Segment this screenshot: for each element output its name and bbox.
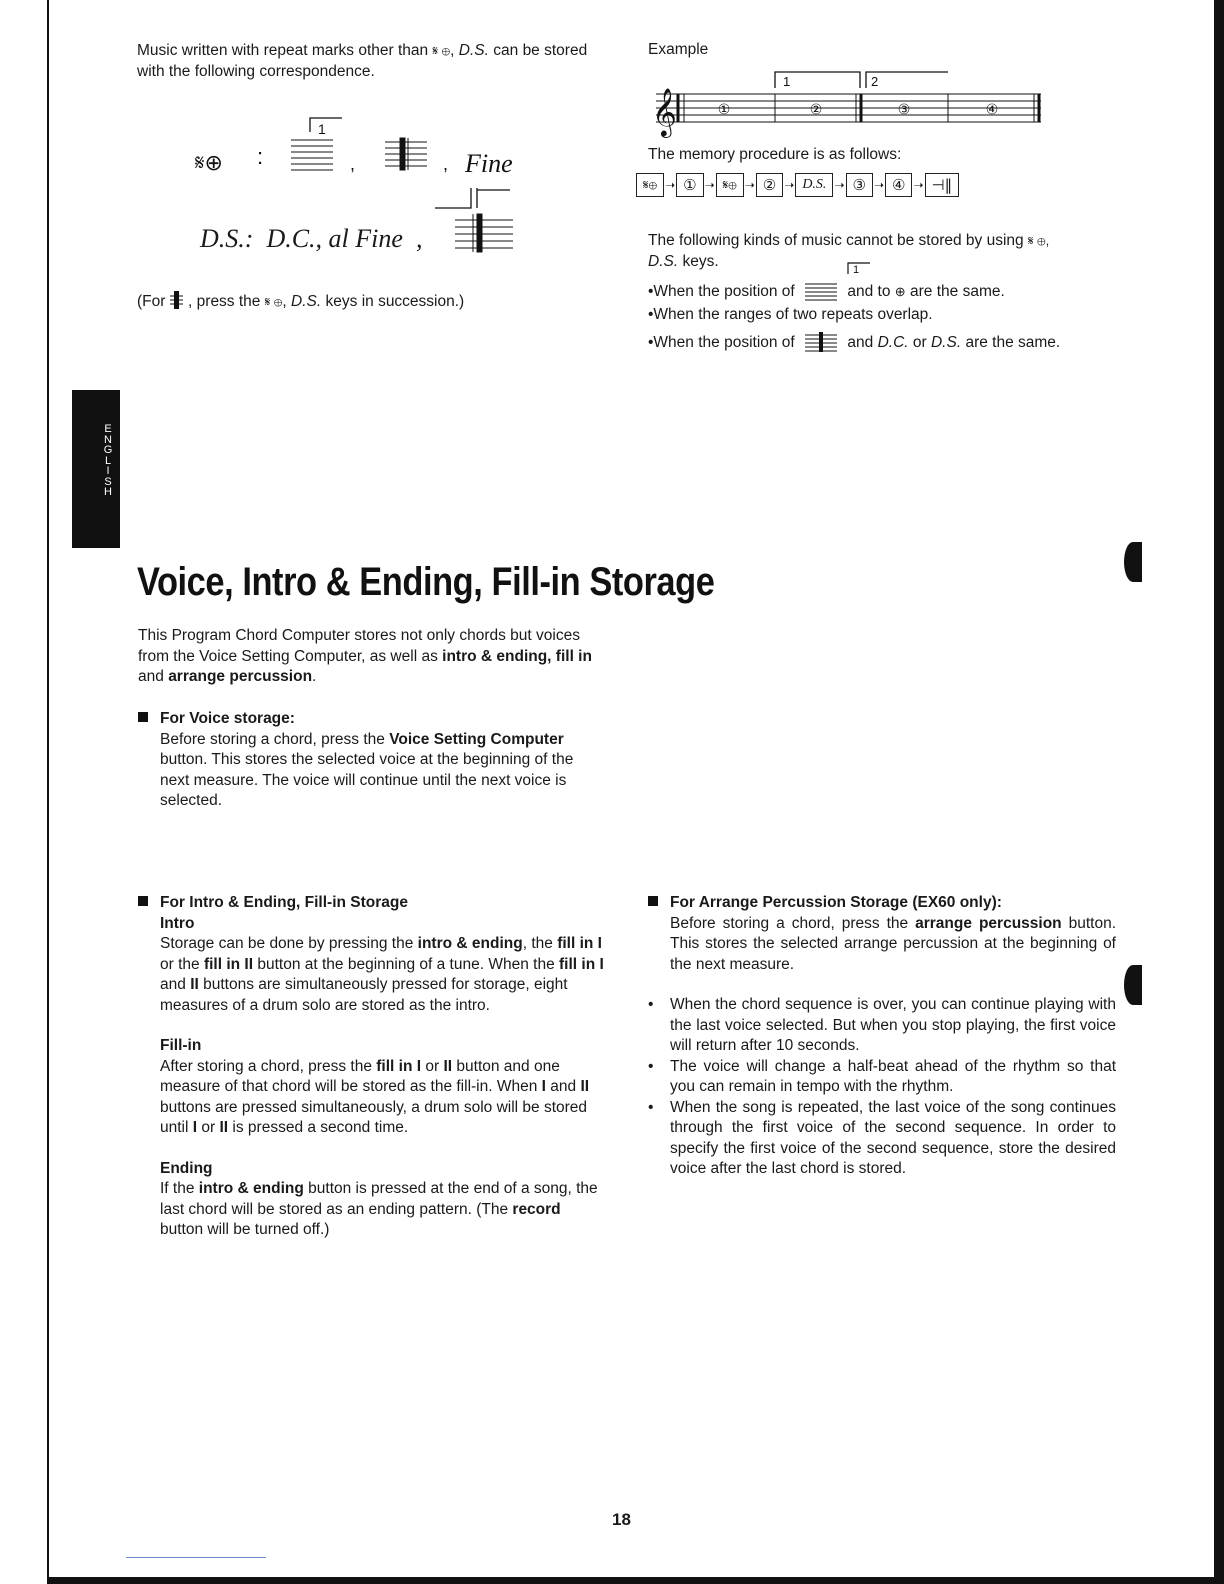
voice-storage-heading: For Voice storage: [160, 710, 295, 727]
volta-bracket [310, 118, 342, 132]
arrange-percussion-section [648, 893, 1116, 1180]
svg-text:,: , [350, 154, 356, 174]
svg-text:1: 1 [853, 264, 860, 274]
measure-1: ① [717, 102, 731, 118]
repeat-intro-text: Music written with repeat marks other than 𝄋 ⊕, D.S. can be stored with the following correspondence. [137, 42, 588, 80]
succession-note: (For , press the 𝄋 ⊕, D.S. keys in succession.) [137, 290, 464, 313]
repeat-staff-mini-icon [805, 332, 837, 352]
arrange-bullet-3: • When the song is repeated, the last voice of the song continues through the first voice of the second sequence. In order to specify the first voice of the second sequence, store the desired voice after the last chord is stored. [648, 1098, 1116, 1180]
measure-3: ③ [897, 102, 911, 118]
staff-volta-1: 1 [783, 74, 791, 89]
cannot-bullet-1: •When the position of and to ⊕ are the same. [648, 283, 1005, 300]
page-border-left [47, 0, 49, 1584]
voice-storage-body: Before storing a chord, press the Voice Setting Computer button. This stores the selected voice at the beginning of the next measure. The voice will continue until the next voice is selected. [160, 730, 574, 809]
language-tab-label: E N G L I S H [103, 423, 113, 498]
double-repeat-staff-icon [455, 214, 513, 252]
example-label: Example [648, 41, 709, 58]
bullet-square-icon [138, 896, 148, 906]
intro-ending-heading: For Intro & Ending, Fill-in Storage [160, 894, 408, 911]
intro-subheading: Intro [160, 914, 195, 932]
proc-key-5: D.S. [795, 173, 833, 197]
page-border-right [1214, 0, 1224, 1584]
coda-icon: ⊕ [894, 284, 906, 299]
proc-key-1: 𝄋⊕ [636, 173, 664, 197]
proc-key-3: 𝄋⊕ [716, 173, 744, 197]
cannot-bullet-2: •When the ranges of two repeats overlap. [648, 306, 933, 323]
segno-coda-icon: 𝄋⊕ [195, 151, 223, 176]
volta-number: 1 [318, 121, 326, 137]
arrange-bullet-2: • The voice will change a half-beat ahead of the rhythm so that you can remain in tempo with the rhythm. [648, 1057, 1116, 1098]
intro-paragraph: This Program Chord Computer stores not only chords but voices from the Voice Setting Computer, as well as intro & ending, fill in and arrange percussion. [138, 627, 592, 685]
bullet-square-icon [648, 896, 658, 906]
intro-body: Storage can be done by pressing the intro & ending, the fill in I or the fill in II button at the beginning of a tune. When the fill in I and II buttons are simultaneously pressed for storage, eight measures of a drum solo are stored as the intro. [160, 935, 604, 1014]
intro-ending-section [138, 893, 606, 1241]
fill-in-subheading: Fill-in [160, 1037, 202, 1054]
fill-in-body: After storing a chord, press the fill in I or II button and one measure of that chord will be stored as the fill-in. When I and II buttons are pressed simultaneously, a drum solo will be stored until I or II is pressed a second time. [160, 1057, 590, 1136]
section-title: Voice, Intro & Ending, Fill-in Storage [137, 560, 715, 604]
ending-subheading: Ending [160, 1159, 213, 1177]
bullet-square-icon [138, 712, 148, 722]
page-number: 18 [612, 1510, 631, 1529]
cannot-volta-icon [844, 260, 874, 274]
colon-mark: : [257, 144, 264, 169]
binding-hole-top [1124, 542, 1142, 582]
repeat-end-staff-icon [291, 140, 333, 170]
treble-clef-icon: 𝄞 [652, 87, 677, 136]
cannot-store-text: The following kinds of music cannot be stored by using 𝄋 ⊕, D.S. keys. [648, 232, 1050, 270]
proc-key-8: ⊣‖ [925, 173, 960, 197]
staff-mini-icon [805, 281, 837, 301]
binding-hole-bottom [1124, 965, 1142, 1005]
proc-key-4: ② [756, 173, 783, 197]
measure-2: ② [809, 102, 823, 118]
memory-label: The memory procedure is as follows: [648, 146, 902, 163]
page-border-bottom [47, 1577, 1224, 1584]
arrange-body: Before storing a chord, press the arrange percussion button. This stores the selected arrange percussion at the beginning of the next measure. [670, 914, 1117, 973]
arrange-bullet-1: • When the chord sequence is over, you can continue playing with the last voice selected. But when you stop playing, the first voice will return after 10 seconds. [648, 995, 1116, 1057]
example-staff [648, 66, 1048, 138]
procedure-sequence: 𝄋⊕ ➝ ① ➝ 𝄋⊕ ➝ ② ➝ D.S. ➝ ③ ➝ ④ ➝ ⊣‖ [636, 173, 959, 197]
svg-text:,: , [443, 154, 449, 174]
scan-line [126, 1557, 266, 1558]
proc-key-6: ③ [846, 173, 873, 197]
proc-key-2: ① [676, 173, 703, 197]
fine-label: Fine [465, 149, 513, 178]
measure-4: ④ [985, 102, 999, 118]
voice-storage-section [138, 709, 606, 812]
cannot-bullet-3: •When the position of and D.C. or D.S. are the same. [648, 334, 1061, 351]
repeat-bar-icon [170, 290, 184, 310]
proc-key-7: ④ [885, 173, 912, 197]
repeat-start-staff-icon [385, 138, 427, 170]
staff-volta-2: 2 [871, 74, 879, 89]
ds-dc-line: D.S.: D.C., al Fine , [200, 224, 423, 253]
ending-body: If the intro & ending button is pressed at the end of a song, the last chord will be stored as an ending pattern. (The record button will be turned off.) [160, 1180, 598, 1238]
arrange-heading: For Arrange Percussion Storage (EX60 only): [670, 894, 1002, 911]
